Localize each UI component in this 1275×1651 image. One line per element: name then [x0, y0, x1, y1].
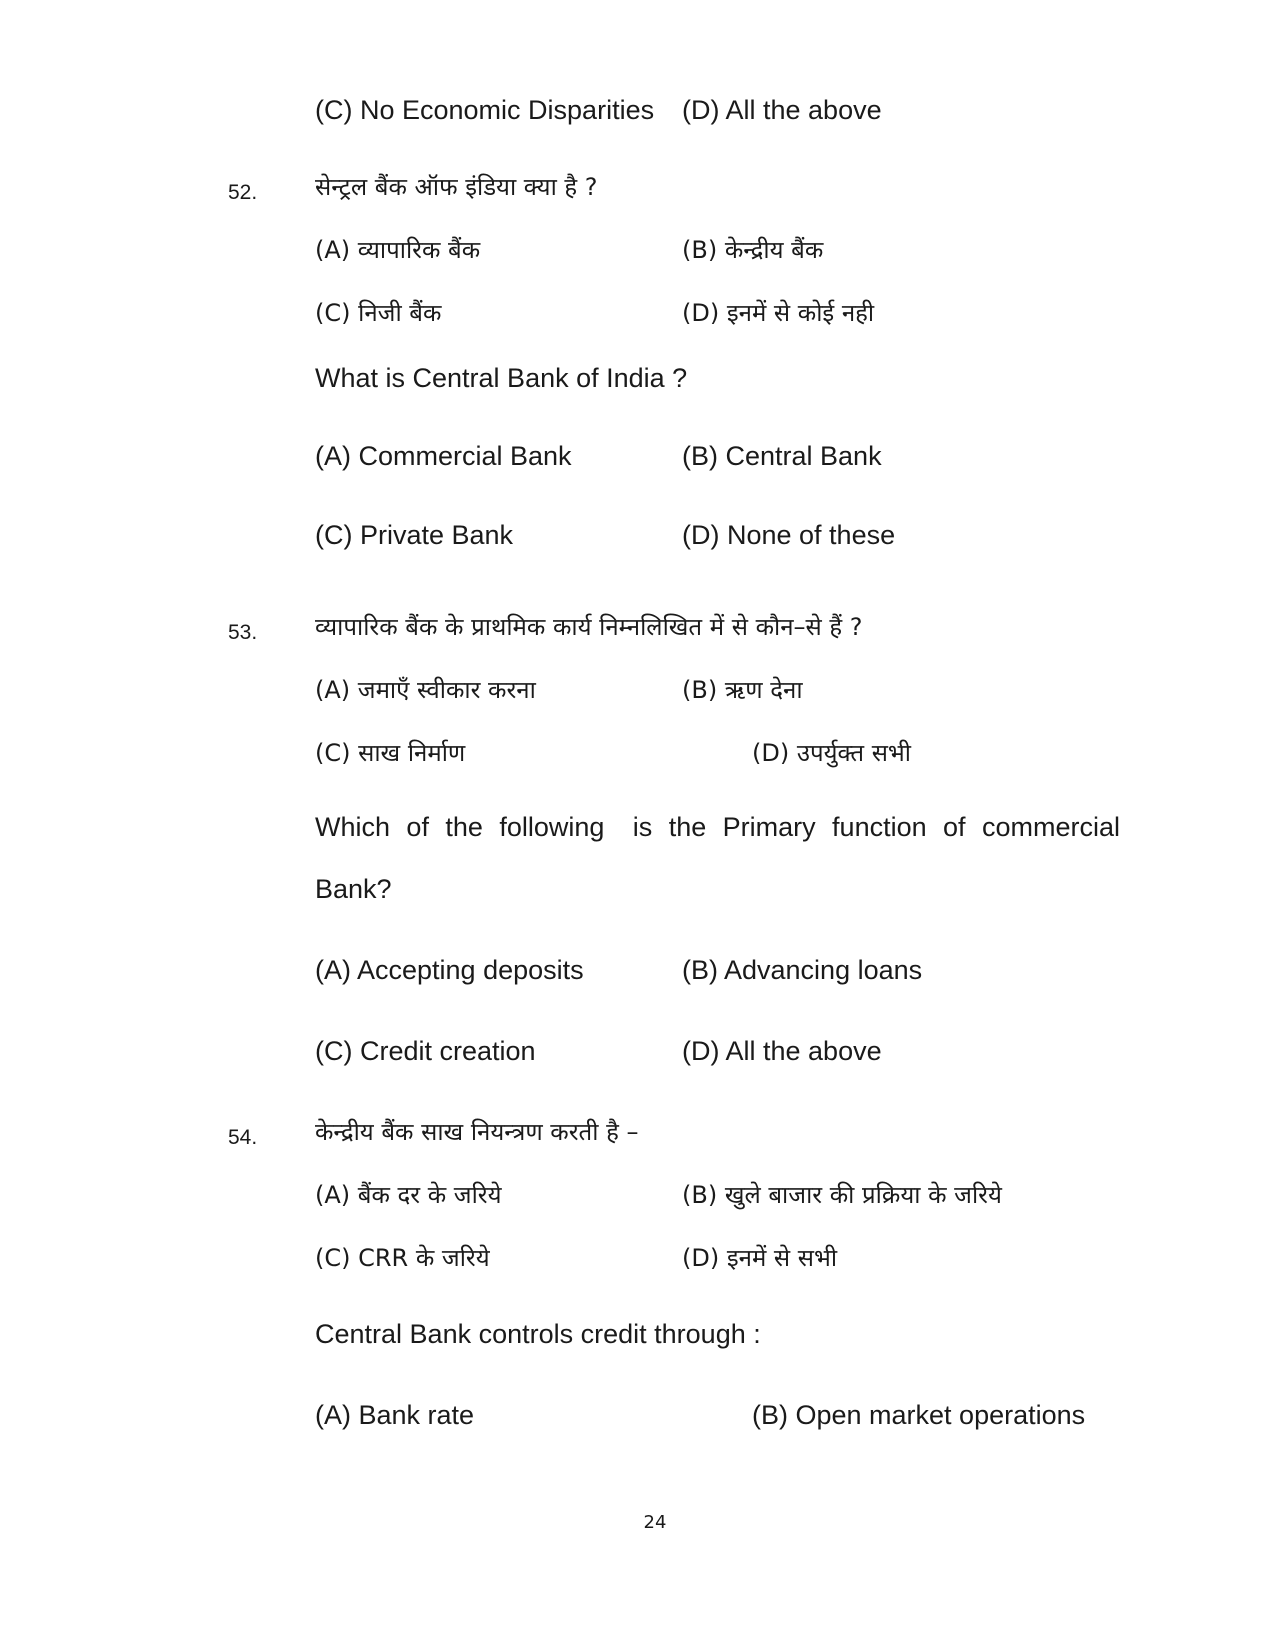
question-number: 54.: [228, 1126, 258, 1149]
option-b-english: (B) Central Bank: [682, 441, 882, 471]
question-hindi: व्यापारिक बैंक के प्राथमिक कार्य निम्नलिखित में से कौन–से हैं ?: [315, 613, 863, 641]
option-c-english: (C) Private Bank: [315, 520, 514, 550]
option-b-hindi: (B) ऋण देना: [682, 676, 803, 704]
option-b-hindi: (B) खुले बाजार की प्रक्रिया के जरिये: [682, 1181, 1002, 1209]
option-b-english: (B) Advancing loans: [682, 955, 923, 985]
option-b-english: (B) Open market operations: [752, 1400, 1086, 1430]
option-d-english: (D) All the above: [682, 1036, 882, 1066]
option-c-hindi: (C) साख निर्माण: [315, 739, 466, 767]
option-a-hindi: (A) जमाएँ स्वीकार करना: [315, 676, 536, 704]
option-c-english: (C) Credit creation: [315, 1036, 536, 1066]
option-a-english: (A) Accepting deposits: [315, 955, 584, 985]
option-a-english: (A) Commercial Bank: [315, 441, 572, 471]
question-word: commercial: [981, 812, 1120, 842]
question-word: the: [445, 812, 483, 842]
option-c-hindi: (C) निजी बैंक: [315, 299, 442, 327]
question-hindi: सेन्ट्रल बैंक ऑफ इंडिया क्या है ?: [315, 173, 598, 201]
question-number: 52.: [228, 181, 258, 204]
question-english-line1: [315, 810, 1120, 844]
option-d-hindi: (D) इनमें से सभी: [682, 1244, 838, 1272]
option-d-english: (D) None of these: [682, 520, 896, 550]
question-english: Central Bank controls credit through :: [315, 1319, 761, 1349]
page-number: 24: [643, 1512, 667, 1533]
question-word: Which: [315, 812, 391, 842]
question-word: is: [632, 812, 653, 842]
question-word: following: [499, 812, 605, 842]
option-c-hindi: (C) CRR के जरिये: [315, 1244, 490, 1272]
question-word: function: [832, 812, 927, 842]
question-number: 53.: [228, 621, 258, 644]
prev-option-c: (C) No Economic Disparities: [315, 95, 655, 125]
question-english-line2: Bank?: [315, 874, 392, 904]
option-a-english: (A) Bank rate: [315, 1400, 475, 1430]
option-d-hindi: (D) इनमें से कोई नही: [682, 299, 875, 327]
question-word: the: [668, 812, 707, 842]
question-word: Primary: [722, 812, 816, 842]
question-hindi: केन्द्रीय बैंक साख नियन्त्रण करती है –: [315, 1118, 639, 1146]
question-word: of: [406, 812, 429, 842]
question-word: of: [943, 812, 966, 842]
option-a-hindi: (A) व्यापारिक बैंक: [315, 236, 481, 264]
option-b-hindi: (B) केन्द्रीय बैंक: [682, 236, 824, 264]
question-english: What is Central Bank of India ?: [315, 363, 688, 393]
prev-option-d: (D) All the above: [682, 95, 882, 125]
option-d-hindi: (D) उपर्युक्त सभी: [752, 739, 912, 767]
option-a-hindi: (A) बैंक दर के जरिये: [315, 1181, 502, 1209]
